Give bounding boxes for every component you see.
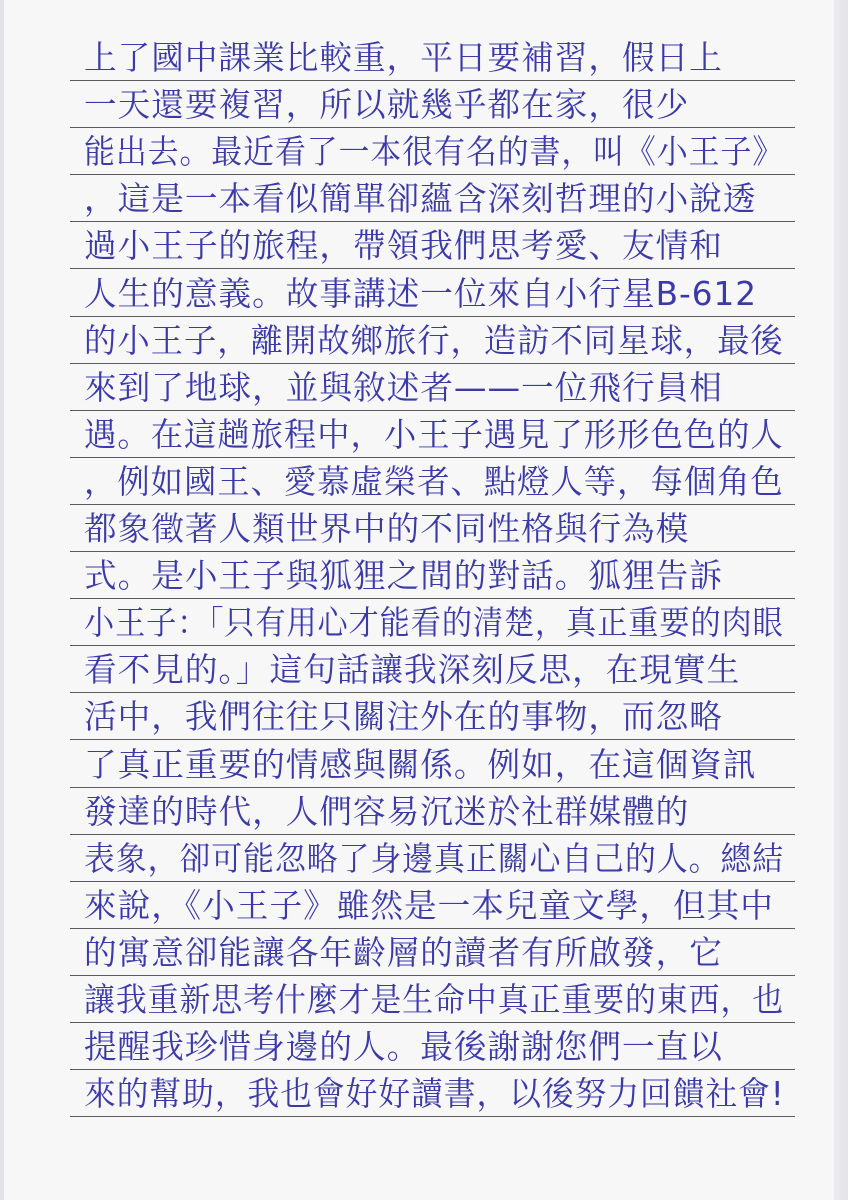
essay-line: 遇。在這趟旅程中，小王子遇見了形形色色的人 (84, 414, 784, 454)
essay-line: 提醒我珍惜身邊的人。最後謝謝您們一直以 (84, 1027, 723, 1067)
essay-line: 上了國中課業比較重，平日要補習，假日上 (84, 38, 723, 77)
page-edge-right (834, 0, 848, 1200)
essay-line: ，這是一本看似簡單卻蘊含深刻哲理的小說透 (84, 179, 757, 219)
essay-line: 來到了地球，並與敘述者——一位飛行員相 (84, 367, 723, 407)
essay-line: 能出去。最近看了一本很有名的書，叫《小王子》 (84, 132, 785, 172)
essay-line: 來的幫助，我也會好好讀書，以後努力回饋社會! (84, 1074, 785, 1114)
page-edge-left (0, 0, 4, 1200)
essay-line: 人生的意義。故事講述一位來自小行星B-612 (84, 273, 758, 313)
essay-line: 一天還要複習，所以就幾乎都在家，很少 (84, 85, 690, 125)
essay-line: 讓我重新思考什麼才是生命中真正重要的東西，也 (84, 980, 785, 1019)
essay-line: 活中，我們往往只關注外在的事物，而忽略 (84, 697, 723, 737)
essay-line: 看不見的。」這句話讓我深刻反思，在現實生 (84, 650, 741, 690)
essay-line: 的小王子，離開故鄉旅行，造訪不同星球，最後 (84, 320, 784, 360)
essay-line: 的寓意卻能讓各年齡層的讀者有所啟發，它 (84, 932, 723, 972)
essay-line: 表象，卻可能忽略了身邊真正關心自己的人。總結 (84, 838, 785, 878)
essay-line: ，例如國王、愛慕虛榮者、點燈人等，每個角色 (84, 461, 784, 501)
essay-line: 式。是小王子與狐狸之間的對話。狐狸告訴 (84, 556, 723, 596)
essay-line: 了真正重要的情感與關係。例如，在這個資訊 (84, 744, 757, 784)
essay-line: 來說，《小王子》雖然是一本兒童文學，但其中 (84, 885, 774, 925)
essay-line: 都象徵著人類世界中的不同性格與行為模 (84, 509, 690, 548)
essay-line: 過小王子的旅程，帶領我們思考愛、友情和 (84, 226, 723, 266)
essay-line: 發達的時代，人們容易沉迷於社群媒體的 (84, 791, 690, 831)
essay-line: 小王子：「只有用心才能看的清楚，真正重要的肉眼 (84, 603, 784, 643)
